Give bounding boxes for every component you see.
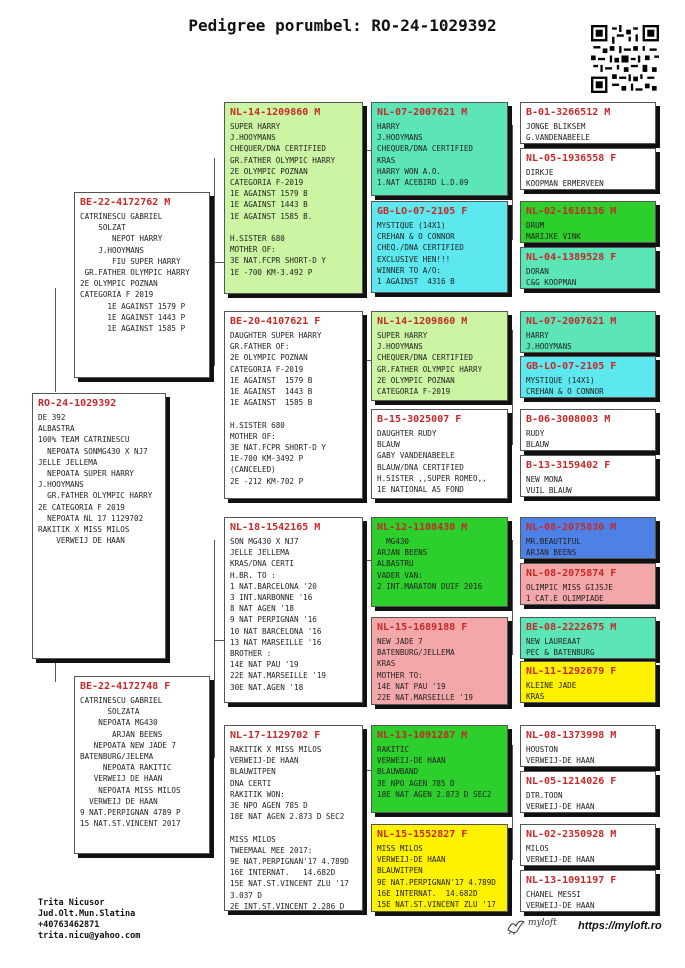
gen3-card-3[interactable] bbox=[371, 311, 508, 401]
card-details: DIRKJE KOOPMAN ERMERVEEN bbox=[526, 168, 604, 189]
connector-line bbox=[55, 660, 56, 682]
card-details: MISS MILOS VERWEIJ-DE HAAN BLAUWITPEN 9E NAT.PERPIGNAN'17 4.789D 16E INTERNAT. 14.682D 15E NAT.ST.VINCENT ZLU '17 bbox=[377, 844, 496, 910]
card-details: MYSTIQUE (14X1) CREHAN & O CONNOR bbox=[526, 376, 604, 397]
granddam-maternal-card[interactable] bbox=[224, 725, 363, 911]
card-ring: NL-02-2350928 M bbox=[526, 829, 617, 840]
card-details: HARRY J.HOOYMANS bbox=[526, 331, 572, 352]
sire-card[interactable] bbox=[74, 192, 210, 378]
subject-card[interactable] bbox=[32, 393, 166, 659]
owner-address: Jud.Olt.Mun.Slatina bbox=[38, 909, 136, 919]
card-details: DTR.TOON VERWEIJ-DE HAAN bbox=[526, 791, 595, 812]
card-ring: BE-08-2222675 M bbox=[526, 622, 617, 633]
connector-line bbox=[214, 540, 215, 758]
card-details: MILOS VERWEIJ-DE HAAN bbox=[526, 844, 595, 865]
connector-line bbox=[512, 125, 513, 240]
card-details: OLIMPIC MISS GIJSJE 1 CAT.E OLIMPIADE bbox=[526, 583, 613, 604]
connector-line bbox=[512, 540, 513, 655]
card-details: RUDY BLAUW bbox=[526, 429, 549, 450]
card-details: CHANEL MESSI VERWEIJ-DE HAAN bbox=[526, 890, 595, 911]
card-ring: NL-13-1091197 F bbox=[526, 875, 617, 886]
owner-email[interactable]: trita.nicu@yahoo.com bbox=[38, 931, 141, 941]
gen4-card-10[interactable] bbox=[520, 563, 656, 605]
myloft-logo-text: myloft bbox=[528, 918, 557, 928]
gen4-card-6[interactable] bbox=[520, 356, 656, 398]
sire-details: CATRINESCU GABRIEL SOLZAT NEPOT HARRY J.HOOYMANS FIU SUPER HARRY GR.FATHER OLYMPIC HARRY 2E OLYMPIC POZNAN CATEGORIA F 2019 1E AGAINST 1579 P 1E AGAINST 1443 P 1E AGAINST 1585 P bbox=[80, 212, 190, 334]
card-details: SON MG430 X NJ7 JELLE JELLEMA KRAS/DNA CERTI H.BR. TO : 1 NAT.BARCELONA '20 3 INT.NARBONNE '16 8 NAT AGEN '18 9 NAT PERPIGNAN '16 10 NAT BARCELONA '16 13 NAT MARSEILLE '16 BROTHER : 14E NAT PAU '19 22E NAT.MARSEILLE '19 30E NAT.AGEN '18 bbox=[230, 537, 327, 692]
gen4-card-5[interactable] bbox=[520, 311, 656, 353]
gen4-card-1[interactable] bbox=[520, 102, 656, 144]
myloft-logo-icon bbox=[506, 916, 526, 936]
card-details: DRUM MARIJKE VINK bbox=[526, 221, 581, 242]
gen3-card-7[interactable] bbox=[371, 725, 508, 813]
card-ring: NL-07-2007621 M bbox=[526, 316, 617, 327]
card-ring: NL-05-1214026 F bbox=[526, 776, 617, 787]
sire-ring: BE-22-4172762 M bbox=[80, 197, 171, 208]
subject-details: DE 392 ALBASTRA 100% TEAM CATRINESCU NEPOATA SONMG430 X NJ7 JELLE JELLEMA NEPOATA SUPER HARRY J.HOOYMANS GR.FATHER OLYMPIC HARRY 2E CATEGORIA F 2019 NEPOATA NL 17 1129702 RAKITIK X MISS MILOS VERWEIJ DE HAAN bbox=[38, 413, 153, 546]
gen3-card-4[interactable] bbox=[371, 409, 508, 499]
gen3-card-2[interactable] bbox=[371, 201, 508, 293]
granddam-paternal-card[interactable] bbox=[224, 311, 363, 499]
card-ring: NL-05-1936558 F bbox=[526, 153, 617, 164]
gen4-card-16[interactable] bbox=[520, 870, 656, 912]
card-ring: NL-15-1689188 F bbox=[377, 622, 468, 633]
card-details: SUPER HARRY J.HOOYMANS CHEQUER/DNA CERTIFIED GR.FATHER OLYMPIC HARRY 2E OLYMPIC POZNAN CATEGORIA F-2019 1E AGAINST 1579 B 1E AGAINST 1443 B 1E AGAINST 1585 B. H.SISTER 680 MOTHER OF: 3E NAT.FCPR SHORT-D Y 1E -700 KM-3.492 P bbox=[230, 122, 336, 277]
card-ring: NL-08-2075830 M bbox=[526, 522, 617, 533]
card-ring: NL-13-1091287 M bbox=[377, 730, 468, 741]
connector-line bbox=[512, 330, 513, 445]
dam-ring: BE-22-4172748 F bbox=[80, 681, 171, 692]
card-details: HOUSTON VERWEIJ-DE HAAN bbox=[526, 745, 595, 766]
page-title: Pedigree porumbel: RO-24-1029392 bbox=[188, 16, 497, 35]
card-ring: B-01-3266512 M bbox=[526, 107, 611, 118]
card-details: SUPER HARRY J.HOOYMANS CHEQUER/DNA CERTIFIED GR.FATHER OLYMPIC HARRY 2E OLYMPIC POZNAN CATEGORIA F-2019 bbox=[377, 331, 483, 397]
card-ring: B-06-3008003 M bbox=[526, 414, 611, 425]
card-details: NEW JADE 7 BATENBURG/JELLEMA KRAS MOTHER TO: 14E NAT PAU '19 22E NAT.MARSEILLE '19 bbox=[377, 637, 474, 703]
card-details: HARRY J.HOOYMANS CHEQUER/DNA CERTIFIED KRAS HARRY WON A.O. 1.NAT ACEBIRD L.D.09 bbox=[377, 122, 474, 188]
gen4-card-13[interactable] bbox=[520, 725, 656, 767]
card-ring: NL-08-1373998 M bbox=[526, 730, 617, 741]
connector-line bbox=[364, 770, 371, 771]
gen4-card-9[interactable] bbox=[520, 517, 656, 559]
gen4-card-15[interactable] bbox=[520, 824, 656, 866]
gen3-card-6[interactable] bbox=[371, 617, 508, 705]
card-details: NEW MONA VUIL BLAUW bbox=[526, 475, 572, 496]
card-ring: NL-14-1209860 M bbox=[230, 107, 321, 118]
subject-ring: RO-24-1029392 bbox=[38, 398, 117, 409]
card-ring: GB-LO-07-2105 F bbox=[377, 206, 468, 217]
card-details: MYSTIQUE (14X1) CREHAN & O CONNOR CHEQ./DNA CERTIFIED EXCLUSIVE HEN!!! WINNER TO A/O: 1 AGAINST 4316 B bbox=[377, 221, 464, 287]
connector-line bbox=[512, 745, 513, 860]
card-ring: NL-02-1616136 M bbox=[526, 206, 617, 217]
card-details: RAKITIC VERWEIJ-DE HAAN BLAUWBAND 3E NPO AGEN 785 D 18E NAT AGEN 2.873 D SEC2 bbox=[377, 745, 492, 799]
card-ring: BE-20-4107621 F bbox=[230, 316, 321, 327]
card-details: MG430 ARJAN BEENS ALBASTRU VADER VAN: 2 INT.MARATON DUIF 2016 bbox=[377, 537, 483, 591]
card-details: MR.BEAUTIFUL ARJAN BEENS bbox=[526, 537, 581, 558]
qr-code-icon bbox=[591, 25, 659, 93]
owner-name: Trita Nicusor bbox=[38, 898, 105, 908]
card-ring: NL-08-2075874 F bbox=[526, 568, 617, 579]
card-ring: B-15-3025007 F bbox=[377, 414, 462, 425]
gen4-card-12[interactable] bbox=[520, 661, 656, 703]
gen4-card-3[interactable] bbox=[520, 201, 656, 243]
card-ring: NL-11-1292679 F bbox=[526, 666, 617, 677]
gen4-card-11[interactable] bbox=[520, 617, 656, 659]
grandsire-paternal-card[interactable] bbox=[224, 102, 363, 294]
card-ring: NL-18-1542165 M bbox=[230, 522, 321, 533]
gen4-card-8[interactable] bbox=[520, 455, 656, 497]
card-ring: NL-12-1108430 M bbox=[377, 522, 468, 533]
card-details: DAUGHTER SUPER HARRY GR.FATHER OF: 2E OLYMPIC POZNAN CATEGORIA F-2019 1E AGAINST 1579 B 1E AGAINST 1443 B 1E AGAINST 1585 B H.SISTER 680 MOTHER OF: 3E NAT.FCPR SHORT-D Y 1E-700 KM-3492 P (CANCELED) 2E -212 KM-702 P bbox=[230, 331, 327, 486]
card-details: NEW LAUREAAT PEC & BATENBURG bbox=[526, 637, 595, 658]
card-ring: B-13-3159402 F bbox=[526, 460, 611, 471]
grandsire-maternal-card[interactable] bbox=[224, 517, 363, 703]
website-link[interactable]: https://myloft.ro bbox=[578, 920, 662, 932]
connector-line bbox=[364, 150, 371, 151]
card-ring: NL-14-1209860 M bbox=[377, 316, 468, 327]
card-ring: NL-15-1552827 F bbox=[377, 829, 468, 840]
card-details: JONGE BLIKSEM G.VANDENABEELE bbox=[526, 122, 591, 143]
owner-phone: +40763462871 bbox=[38, 920, 100, 930]
card-ring: NL-17-1129702 F bbox=[230, 730, 321, 741]
gen4-card-7[interactable] bbox=[520, 409, 656, 451]
connector-line bbox=[55, 288, 56, 392]
connector-line bbox=[364, 360, 371, 361]
card-details: DORAN C&G KOOPMAN bbox=[526, 267, 577, 288]
gen3-card-8[interactable] bbox=[371, 824, 508, 912]
card-ring: NL-04-1389528 F bbox=[526, 252, 617, 263]
card-ring: NL-07-2007621 M bbox=[377, 107, 468, 118]
gen3-card-5[interactable] bbox=[371, 517, 508, 607]
card-details: RAKITIK X MISS MILOS VERWEIJ-DE HAAN BLAUWITPEN DNA CERTI RAKITIK WON: 3E NPO AGEN 785 D 18E NAT AGEN 2.873 D SEC2 MISS MILOS TWEEMAAL MEE 2017: 9E NAT.PERPIGNAN'17 4.789D 16E INTERNAT. 14.682D 15E NAT.ST.VINCENT ZLU '17 3.037 D 2E INT.ST.VINCENT 2.286 D bbox=[230, 745, 349, 911]
connector-line bbox=[364, 560, 371, 561]
dam-card[interactable] bbox=[74, 676, 210, 854]
owner-contact bbox=[38, 898, 140, 942]
gen4-card-14[interactable] bbox=[520, 771, 656, 813]
card-ring: GB-LO-07-2105 F bbox=[526, 361, 617, 372]
connector-line bbox=[214, 640, 224, 641]
card-details: KLEINE JADE KRAS bbox=[526, 681, 577, 702]
dam-details: CATRINESCU GABRIEL SOLZATA NEPOATA MG430 ARJAN BEENS NEPOATA NEW JADE 7 BATENBURG/JELEMA NEPOATA RAKITIC VERWEIJ DE HAAN NEPOATA MISS MILOS VERWEIJ DE HAAN 9 NAT.PERPIGNAN 4789 P 15 NAT.ST.VINCENT 2017 bbox=[80, 696, 181, 829]
card-details: DAUGHTER RUDY BLAUW GABY VANDENABEELE BLAUW/DNA CERTIFIED H.SISTER ,,SUPER ROMEO,, 1E NATIONAL AS FOND bbox=[377, 429, 487, 495]
connector-line bbox=[214, 262, 224, 263]
gen4-card-4[interactable] bbox=[520, 247, 656, 289]
gen4-card-2[interactable] bbox=[520, 148, 656, 190]
gen3-card-1[interactable] bbox=[371, 102, 508, 196]
